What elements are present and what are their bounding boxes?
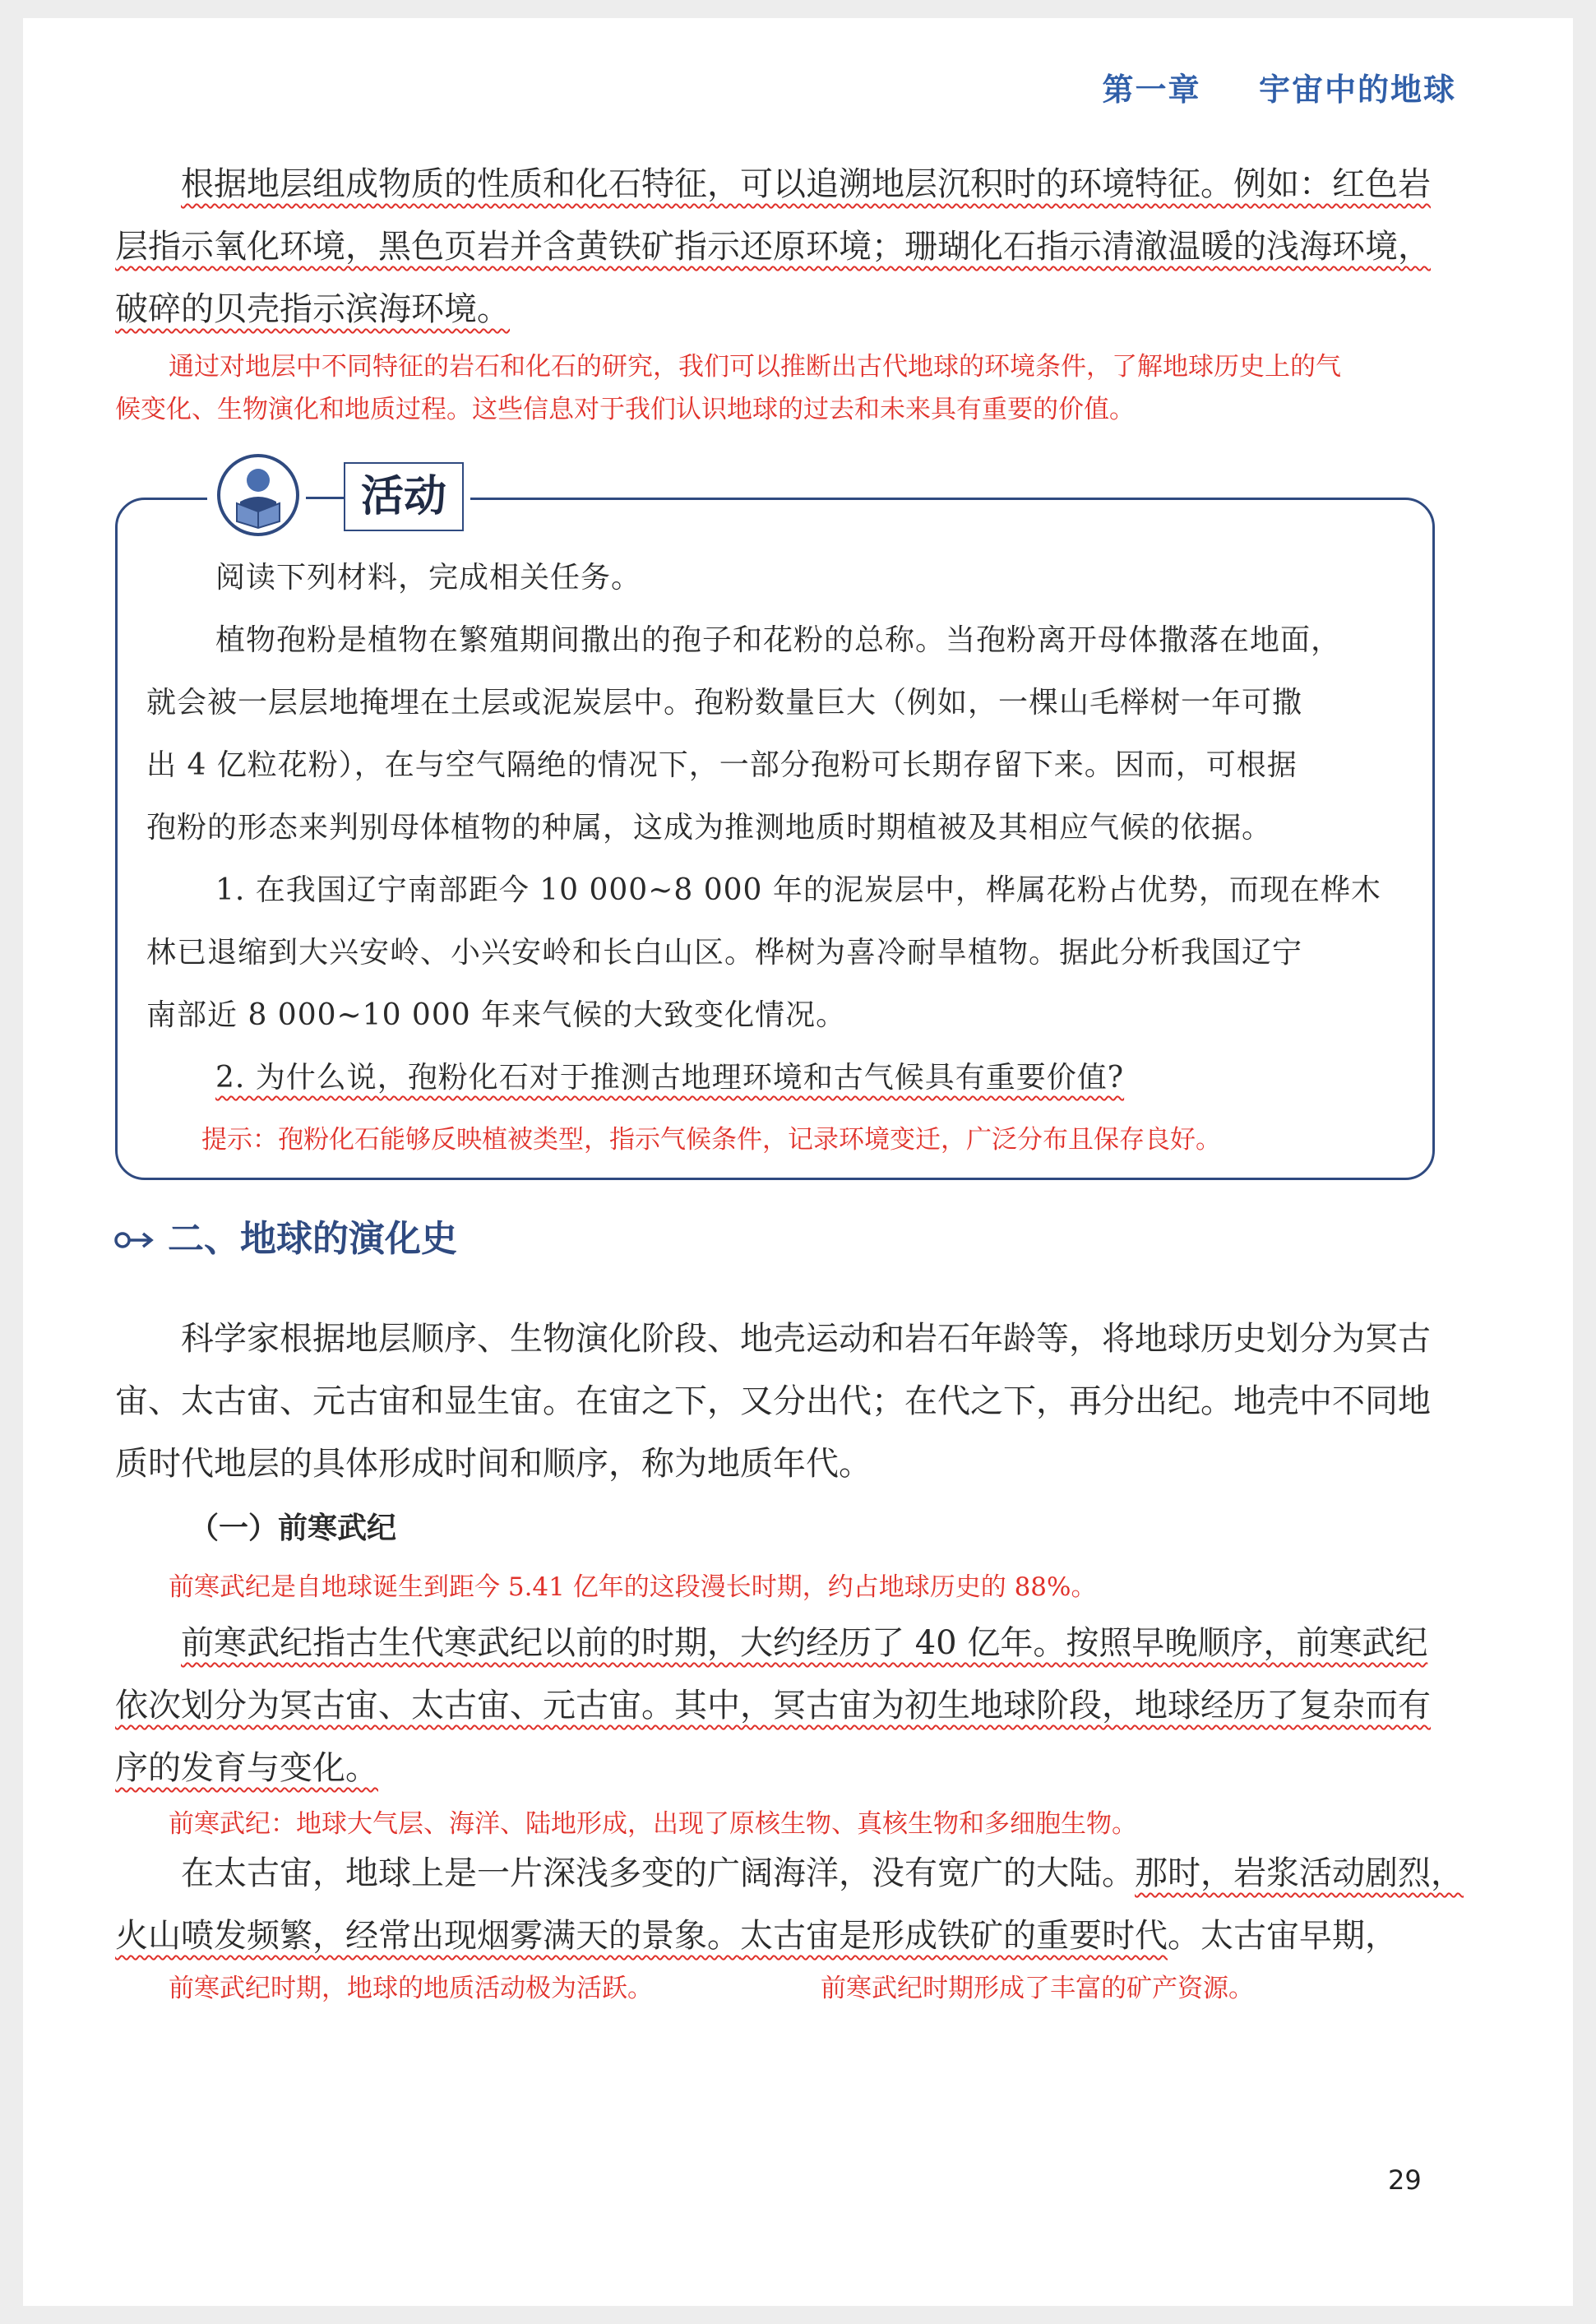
annotation-2: 前寒武纪是自地球诞生到距今 5.41 亿年的这段漫长时期，约占地球历史的 88%。 bbox=[169, 1572, 1097, 1602]
intro-line-1: 根据地层组成物质的性质和化石特征，可以追溯地层沉积时的环境特征。例如：红色岩 bbox=[181, 165, 1431, 203]
chapter-number: 第一章 bbox=[1102, 72, 1201, 108]
section-title-text: 二、地球的演化史 bbox=[168, 1218, 457, 1260]
section-intro-line-1: 科学家根据地层顺序、生物演化阶段、地壳运动和岩石年龄等，将地球历史划分为冥古 bbox=[181, 1320, 1431, 1358]
para2-line-1: 前寒武纪指古生代寒武纪以前的时期，大约经历了 40 亿年。按照早晚顺序，前寒武纪 bbox=[181, 1624, 1428, 1662]
para3-line-1: 在太古宙，地球上是一片深浅多变的广阔海洋，没有宽广的大陆。那时，岩浆活动剧烈， bbox=[181, 1854, 1464, 1892]
para3-line-2: 火山喷发频繁，经常出现烟雾满天的景象。太古宙是形成铁矿的重要时代。太古宙早期， bbox=[115, 1917, 1398, 1955]
activity-line-7: 林已退缩到大兴安岭、小兴安岭和长白山区。桦树为喜冷耐旱植物。据此分析我国辽宁 bbox=[146, 936, 1303, 970]
activity-line-4: 出 4 亿粒花粉），在与空气隔绝的情况下，一部分孢粉可长期存留下来。因而，可根据 bbox=[146, 748, 1298, 782]
chapter-title: 宇宙中的地球 bbox=[1258, 72, 1456, 108]
activity-line-8: 南部近 8 000~10 000 年来气候的大致变化情况。 bbox=[146, 998, 847, 1032]
annotation-4-left: 前寒武纪时期，地球的地质活动极为活跃。 bbox=[169, 1974, 653, 2003]
section-title bbox=[113, 1209, 457, 1262]
annotation-1-line-2: 候变化、生物演化和地质过程。这些信息对于我们认识地球的过去和未来具有重要的价值。 bbox=[115, 395, 1135, 424]
activity-line-1: 阅读下列材料，完成相关任务。 bbox=[215, 561, 642, 595]
key-icon bbox=[113, 1220, 156, 1262]
chapter-header bbox=[1103, 64, 1457, 109]
page-number: 29 bbox=[1388, 2164, 1422, 2196]
annotation-3: 前寒武纪：地球大气层、海洋、陆地形成，出现了原核生物、真核生物和多细胞生物。 bbox=[169, 1809, 1137, 1839]
activity-question-2: 2. 为什么说，孢粉化石对于推测古地理环境和古气候具有重要价值? bbox=[215, 1061, 1125, 1095]
activity-connector bbox=[306, 497, 344, 499]
section-intro-line-3: 质时代地层的具体形成时间和顺序，称为地质年代。 bbox=[115, 1445, 872, 1483]
activity-hint: 提示：孢粉化石能够反映植被类型，指示气候条件，记录环境变迁，广泛分布且保存良好。 bbox=[201, 1125, 1221, 1155]
activity-label: 活动 bbox=[344, 462, 464, 531]
activity-line-5: 孢粉的形态来判别母体植物的种属，这成为推测地质时期植被及其相应气候的依据。 bbox=[146, 811, 1273, 845]
activity-line-2: 植物孢粉是植物在繁殖期间撒出的孢子和花粉的总称。当孢粉离开母体撒落在地面， bbox=[215, 623, 1342, 657]
annotation-1-line-1: 通过对地层中不同特征的岩石和化石的研究，我们可以推断出古代地球的环境条件，了解地球历史上的气 bbox=[169, 352, 1341, 382]
para2-line-2: 依次划分为冥古宙、太古宙、元古宙。其中，冥古宙为初生地球阶段，地球经历了复杂而有 bbox=[115, 1687, 1431, 1724]
section-intro-line-2: 宙、太古宙、元古宙和显生宙。在宙之下，又分出代；在代之下，再分出纪。地壳中不同地 bbox=[115, 1382, 1431, 1420]
reader-icon bbox=[215, 452, 301, 538]
activity-line-6: 1. 在我国辽宁南部距今 10 000~8 000 年的泥炭层中，桦属花粉占优势，而现在桦木 bbox=[215, 873, 1381, 907]
annotation-4-right: 前寒武纪时期形成了丰富的矿产资源。 bbox=[821, 1974, 1254, 2003]
intro-line-2: 层指示氧化环境，黑色页岩并含黄铁矿指示还原环境；珊瑚化石指示清澈温暖的浅海环境， bbox=[115, 228, 1431, 266]
intro-line-3: 破碎的贝壳指示滨海环境。 bbox=[115, 290, 510, 328]
para2-line-3: 序的发育与变化。 bbox=[115, 1749, 378, 1787]
activity-line-3: 就会被一层层地掩埋在土层或泥炭层中。孢粉数量巨大（例如，一棵山毛榉树一年可撒 bbox=[146, 686, 1303, 720]
subsection-title: （一）前寒武纪 bbox=[189, 1512, 397, 1545]
